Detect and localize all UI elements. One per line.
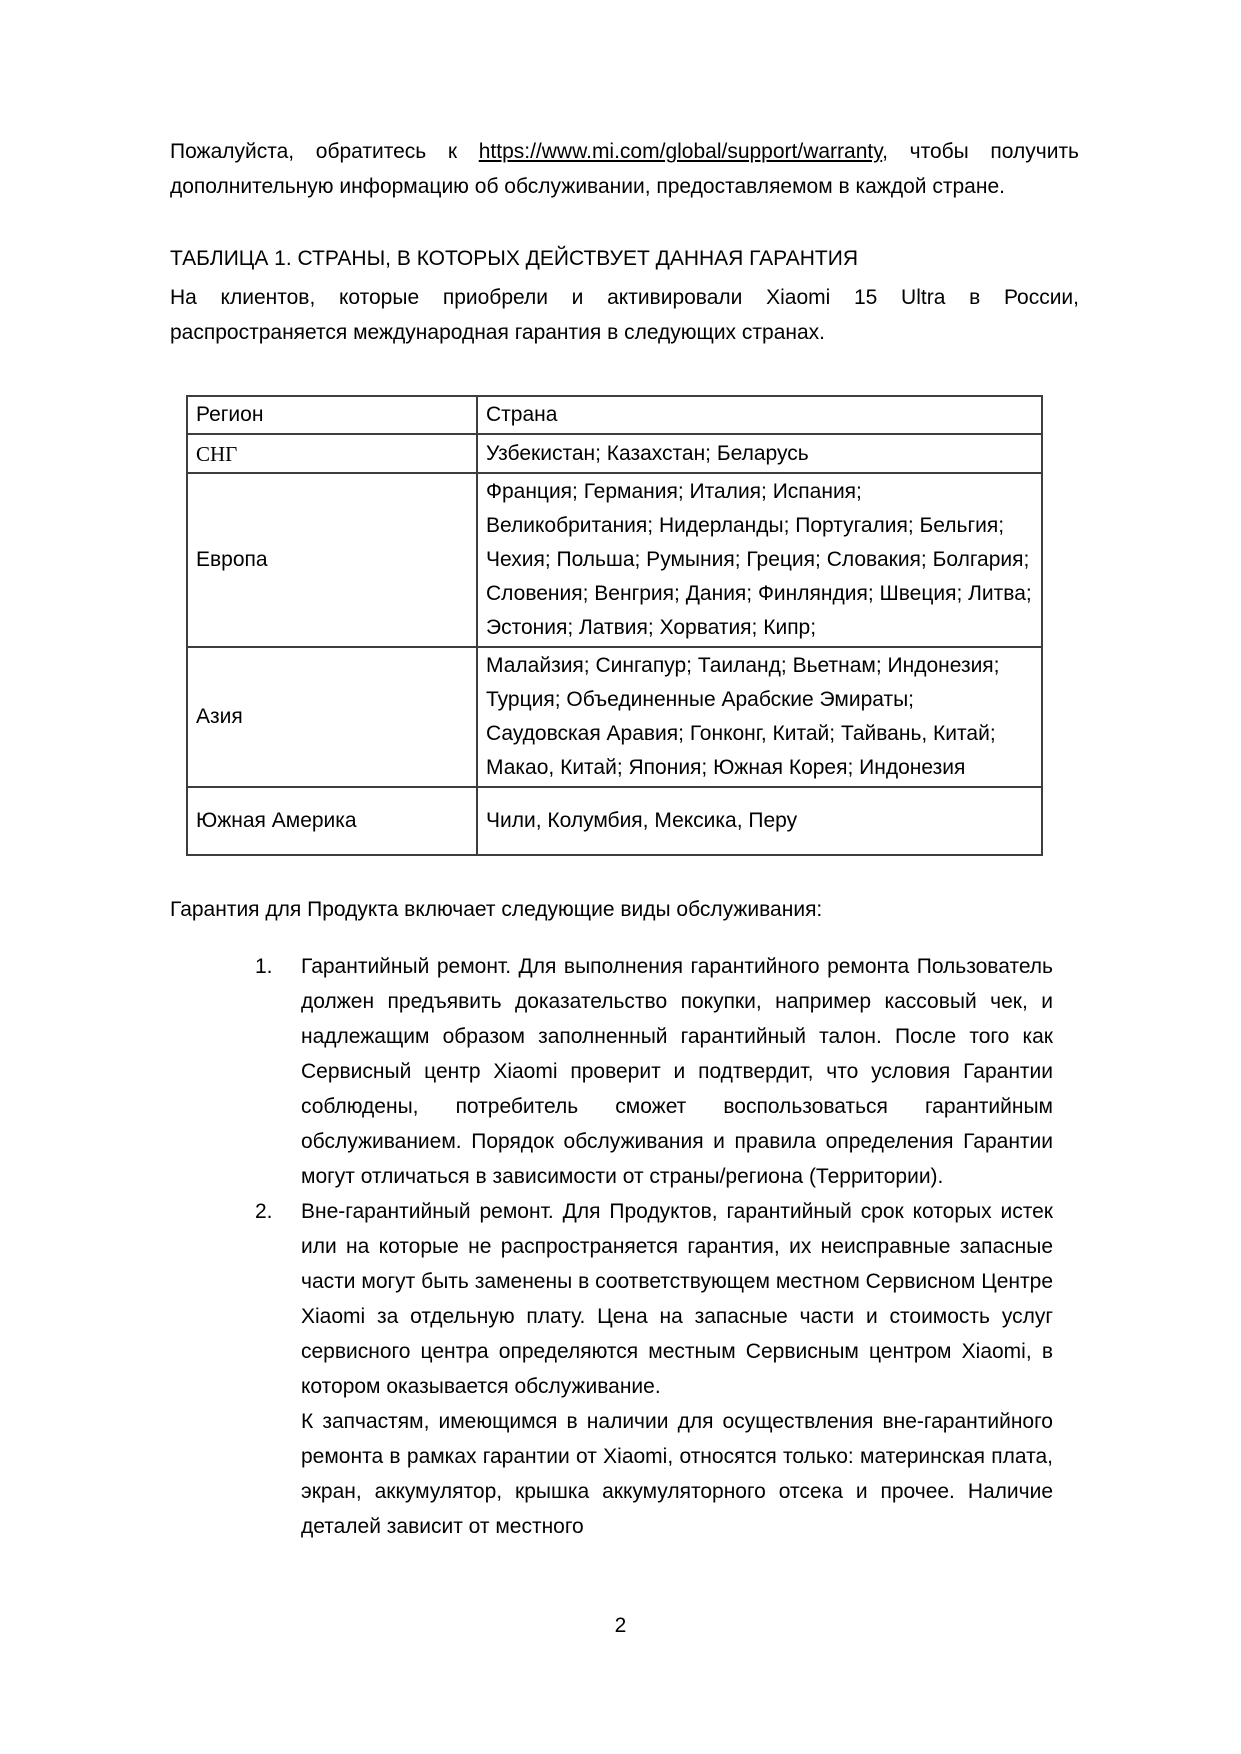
warranty-countries-table [186, 395, 1043, 856]
country-column-header: Страна [477, 396, 1042, 434]
table-row-south-america [187, 787, 1042, 855]
intro-text-after-link: , чтобы получить дополнительную информацию об обслуживании, предоставляемом в каждой стране. [170, 140, 1079, 198]
intro-text-before-link: Пожалуйста, обратитесь к [170, 140, 479, 163]
table-row-asia [187, 647, 1042, 787]
list-item-text: Вне-гарантийный ремонт. Для Продуктов, гарантийный срок которых истек или на которые не распространяется гарантия, их неисправные запасные части могут быть заменены в соответствующем местном Сервисном Центре Xiaomi за отдельную плату. Цена на запасные части и стоимость услуг сервисного центра определяются местным Сервисным центром Xiaomi, в котором оказывается обслуживание. [301, 1200, 1053, 1398]
table-row-europe [187, 473, 1042, 647]
table-section-title: ТАБЛИЦА 1. СТРАНЫ, В КОТОРЫХ ДЕЙСТВУЕТ ДАННАЯ ГАРАНТИЯ [170, 247, 859, 270]
list-item-body [301, 949, 1079, 1194]
region-cell-asia: Азия [187, 647, 477, 787]
region-column-header: Регион [187, 396, 477, 434]
region-cell-europe: Европа [187, 473, 477, 647]
countries-cell-cis: Узбекистан; Казахстан; Беларусь [477, 434, 1042, 473]
intro-paragraph [170, 134, 1079, 204]
list-item-text: Гарантийный ремонт. Для выполнения гарантийного ремонта Пользователь должен предъявить доказательство покупки, например кассовый чек, и надлежащим образом заполненный гарантийный талон. После того как Сервисный центр Xiaomi проверит и подтвердит, что условия Гарантии соблюдены, потребитель сможет воспользоваться гарантийным обслуживанием. Порядок обслуживания и правила определения Гарантии могут отличаться в зависимости от страны/региона (Территории). [301, 955, 1053, 1188]
list-item-out-of-warranty-repair [170, 1194, 1079, 1544]
list-item-text-continued: К запчастям, имеющимся в наличии для осуществления вне-гарантийного ремонта в рамках гарантии от Xiaomi, относятся только: материнская плата, экран, аккумулятор, крышка аккумуляторного отсека и прочее. Наличие деталей зависит от местного [301, 1410, 1053, 1538]
list-item-body [301, 1194, 1079, 1544]
table-intro-paragraph: На клиентов, которые приобрели и активировали Xiaomi 15 Ultra в России, распространяется международная гарантия в следующих странах. [170, 286, 1079, 344]
page-content [170, 134, 1079, 1544]
list-item-number: 2. [255, 1200, 273, 1223]
table-header-row [187, 396, 1042, 434]
countries-cell-asia: Малайзия; Сингапур; Таиланд; Вьетнам; Индонезия; Турция; Объединенные Арабские Эмираты; Саудовская Аравия; Гонконг, Китай; Тайвань, Китай; Макао, Китай; Япония; Южная Корея; Индонезия [477, 647, 1042, 787]
countries-cell-europe: Франция; Германия; Италия; Испания; Великобритания; Нидерланды; Португалия; Бельгия; Чехия; Польша; Румыния; Греция; Словакия; Болгария; Словения; Венгрия; Дания; Финляндия; Швеция; Литва; Эстония; Латвия; Хорватия; Кипр; [477, 473, 1042, 647]
region-cell-cis: СНГ [187, 434, 477, 473]
list-item-number: 1. [255, 955, 273, 978]
warranty-url-link[interactable]: https://www.mi.com/global/support/warranty [478, 140, 883, 163]
list-item-warranty-repair [170, 949, 1079, 1194]
page-number: 2 [614, 1614, 627, 1637]
services-intro: Гарантия для Продукта включает следующие виды обслуживания: [170, 898, 823, 921]
countries-cell-south-america: Чили, Колумбия, Мексика, Перу [477, 787, 1042, 855]
region-cell-south-america: Южная Америка [187, 787, 477, 855]
table-row-cis [187, 434, 1042, 473]
service-types-list [170, 949, 1079, 1544]
